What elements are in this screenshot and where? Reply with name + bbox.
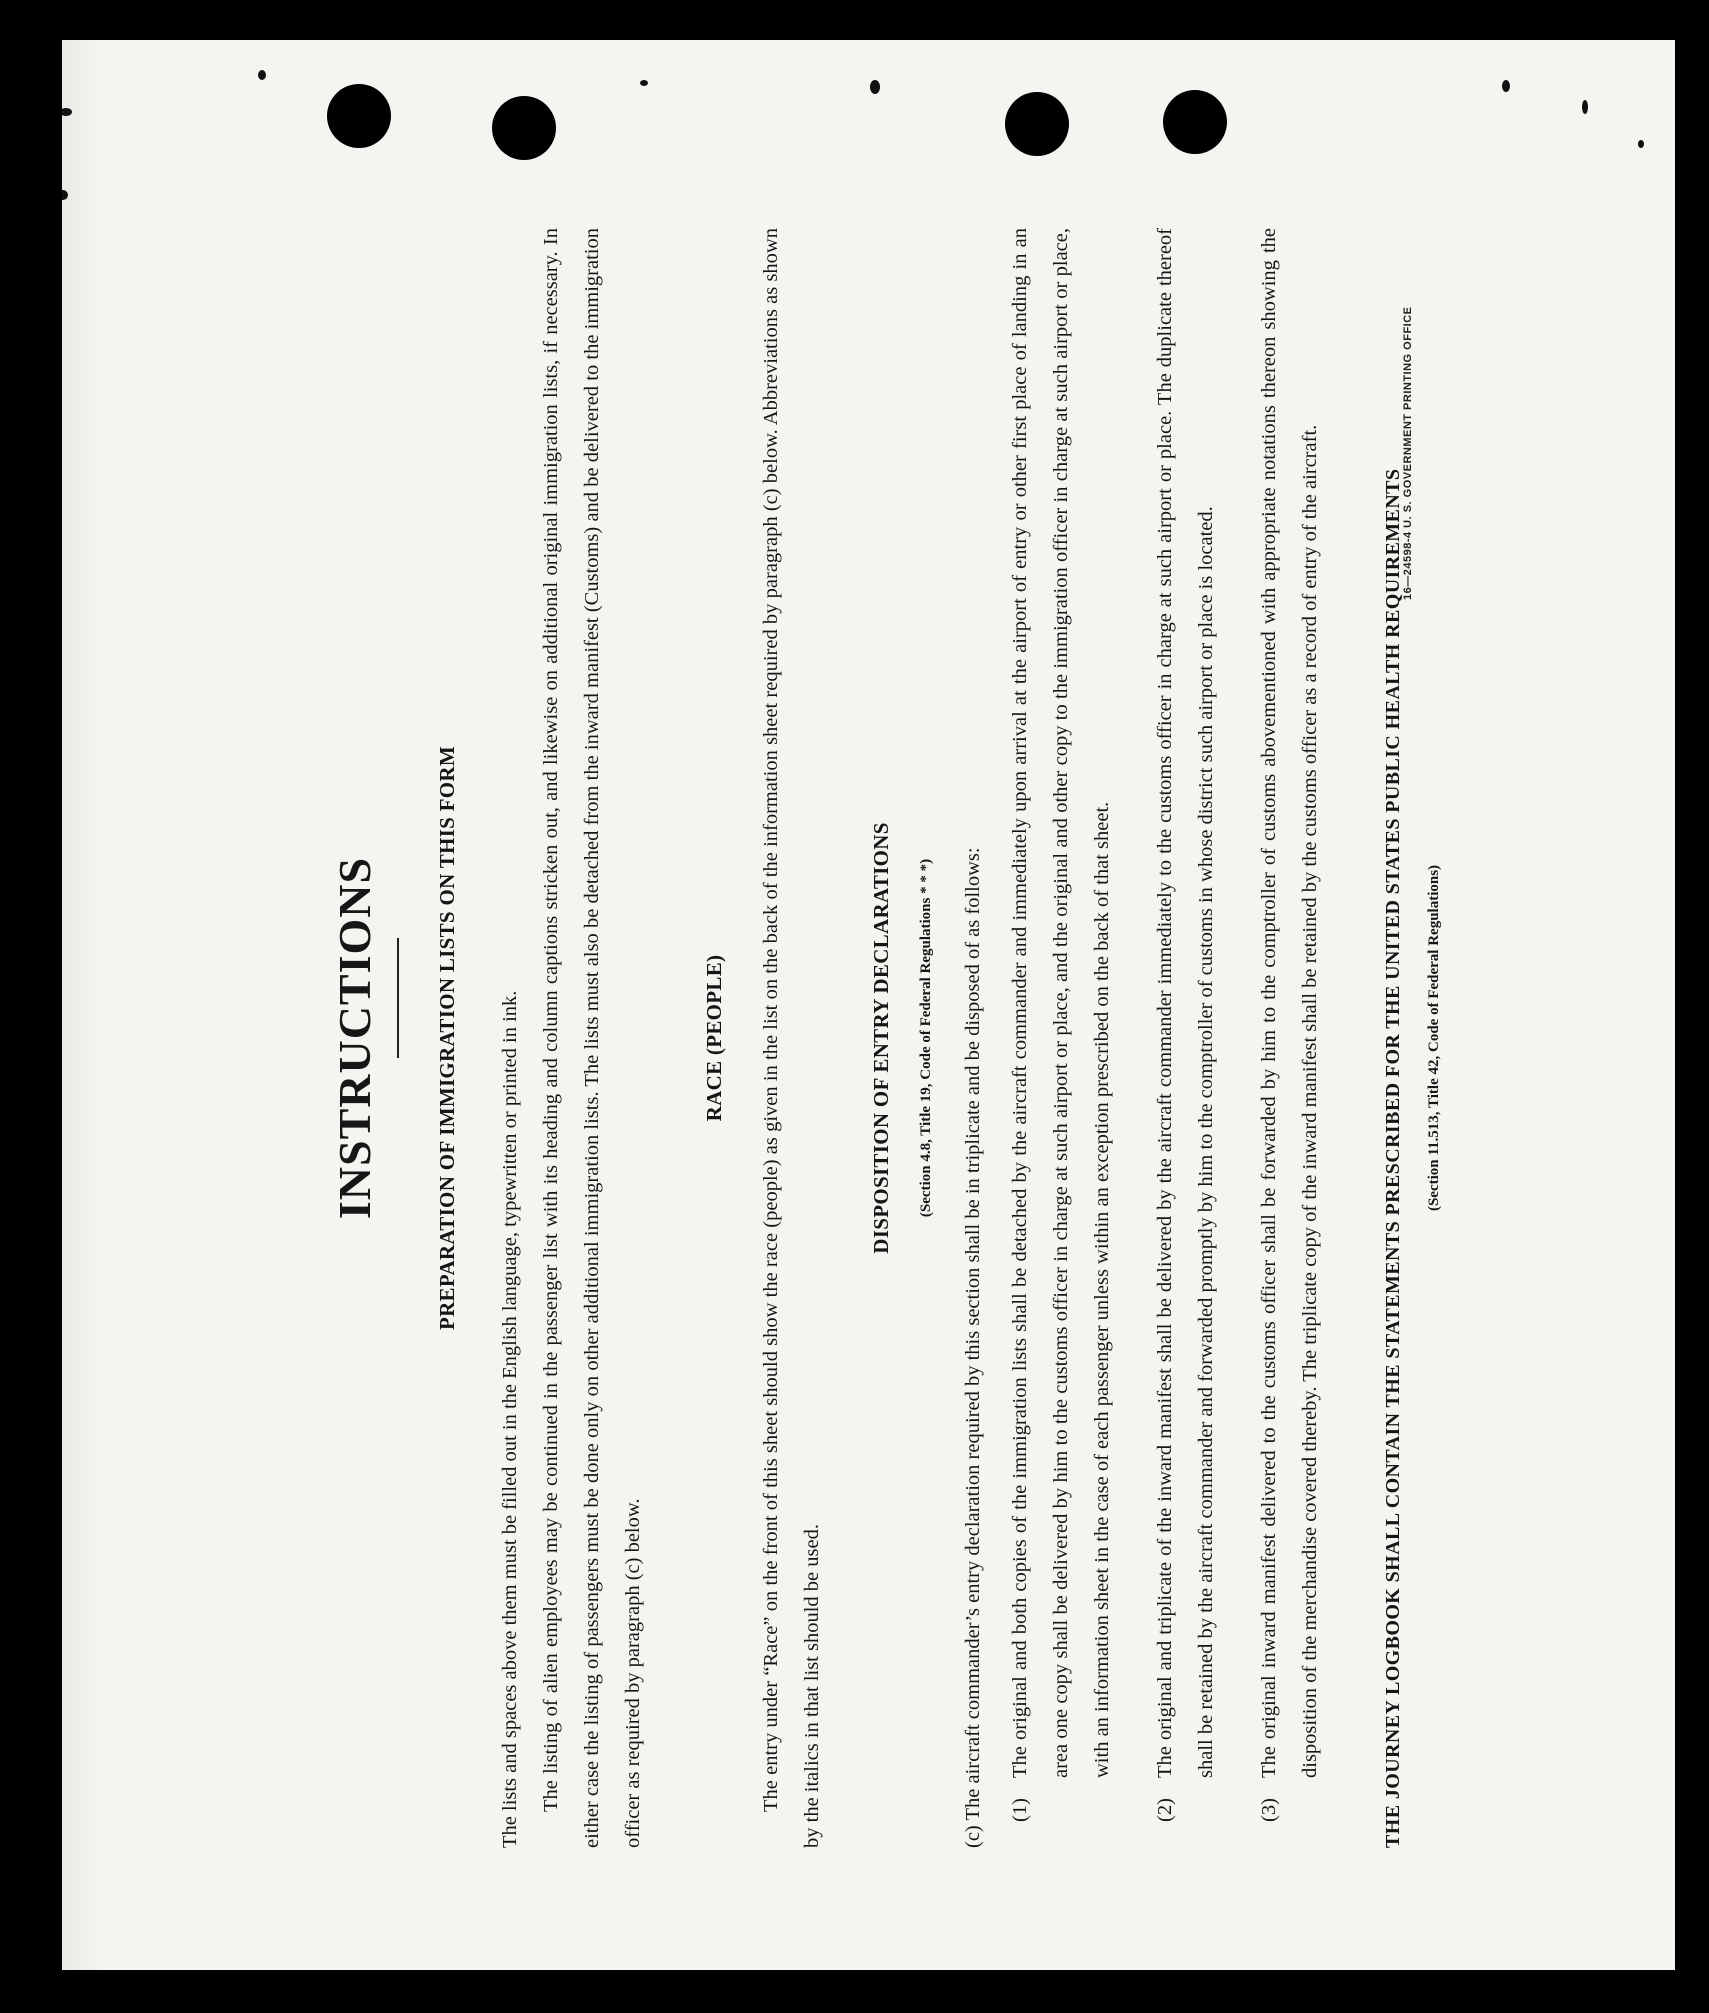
race-paragraph: The entry under “Race” on the front of this sheet should show the race (people) as given in the list on the back of the information sheet required by paragraph (c) below. Abbreviations as shown by the italics in that list should be used. [760, 228, 823, 1848]
punch-hole [1163, 90, 1227, 154]
disposition-intro: (c) The aircraft commander’s entry declaration required by this section shall be in triplicate and be disposed of as follows: [962, 847, 984, 1848]
disposition-item-1 [1000, 228, 1123, 1848]
scan-speck [870, 80, 880, 94]
rotated-content [329, 228, 1477, 1848]
punch-hole [1005, 92, 1069, 156]
scan-speck [258, 70, 266, 80]
item-number: (3) [1258, 1798, 1280, 1822]
scan-speck [1638, 140, 1644, 148]
item-number: (2) [1154, 1798, 1176, 1822]
item-text: The original and both copies of the immigration lists shall be detached by the aircraft commander and immediately upon arrival at the airport of entry or other first place of landing in an area one copy shall be delivered by him to the customs officer in charge at such airport or place, and the original and other copy to the immigration officer in charge at such airport or place, with an information sheet in the case of each passenger unless within an exception prescribed on the back of that sheet. [1009, 228, 1113, 1778]
item-text: The original and triplicate of the inward manifest shall be delivered by the aircraft commander immediately to the customs officer in charge at such airport or place. The duplicate thereof shall be retained by the aircraft commander and forwarded promptly by him to the comptroller of customs in whose district such airport or place is located. [1154, 228, 1217, 1778]
journey-citation: (Section 11.513, Title 42, Code of Federal Regulations) [1426, 864, 1442, 1212]
race-heading: RACE (PEOPLE) [702, 954, 726, 1122]
disposition-item-3 [1249, 228, 1331, 1848]
printer-imprint: 16—24598-4 U. S. GOVERNMENT PRINTING OFFICE [1402, 306, 1414, 600]
disposition-heading: DISPOSITION OF ENTRY DECLARATIONS [869, 822, 893, 1254]
preparation-paragraph-1: The lists and spaces above them must be filled out in the English language, typewritten or printed in ink. [499, 990, 521, 1848]
punch-hole [327, 84, 391, 148]
scan-speck [640, 80, 648, 86]
punch-hole [492, 96, 556, 160]
preparation-paragraph-2: The listing of alien employees may be continued in the passenger list with its heading and column captions stricken out, and likewise on additional original immigration lists, if necessary. In either case the listing of passengers must be done only on other additional immigration lists. The lists must also be detached from the inward manifest (Customs) and be delivered to the immigration officer as required by paragraph (c) below. [540, 228, 644, 1848]
journey-heading: THE JOURNEY LOGBOOK SHALL CONTAIN THE STATEMENTS PRESCRIBED FOR THE UNITED STATES PUBLIC HEALTH REQUIREMENTS [1382, 468, 1404, 1848]
paper-edge-shadow [62, 40, 102, 1970]
disposition-item-2 [1145, 228, 1227, 1848]
disposition-citation: (Section 4.8, Title 19, Code of Federal Regulations * * *) [918, 858, 934, 1218]
section-preparation [397, 228, 1455, 1848]
scan-speck [1502, 80, 1510, 92]
paper-sheet [62, 40, 1675, 1970]
preparation-heading: PREPARATION OF IMMIGRATION LISTS ON THIS FORM [435, 745, 459, 1331]
item-number: (1) [1009, 1798, 1031, 1822]
item-text: The original inward manifest delivered to the customs officer shall be forwarded by him to the comptroller of customs abovementioned with appropriate notations thereon showing the disposition of the merchandise covered thereby. The triplicate copy of the inward manifest shall be retained by the customs officer as a record of entry of the aircraft. [1258, 228, 1321, 1778]
page-title: INSTRUCTIONS [329, 856, 380, 1220]
scan-speck [1582, 100, 1588, 114]
